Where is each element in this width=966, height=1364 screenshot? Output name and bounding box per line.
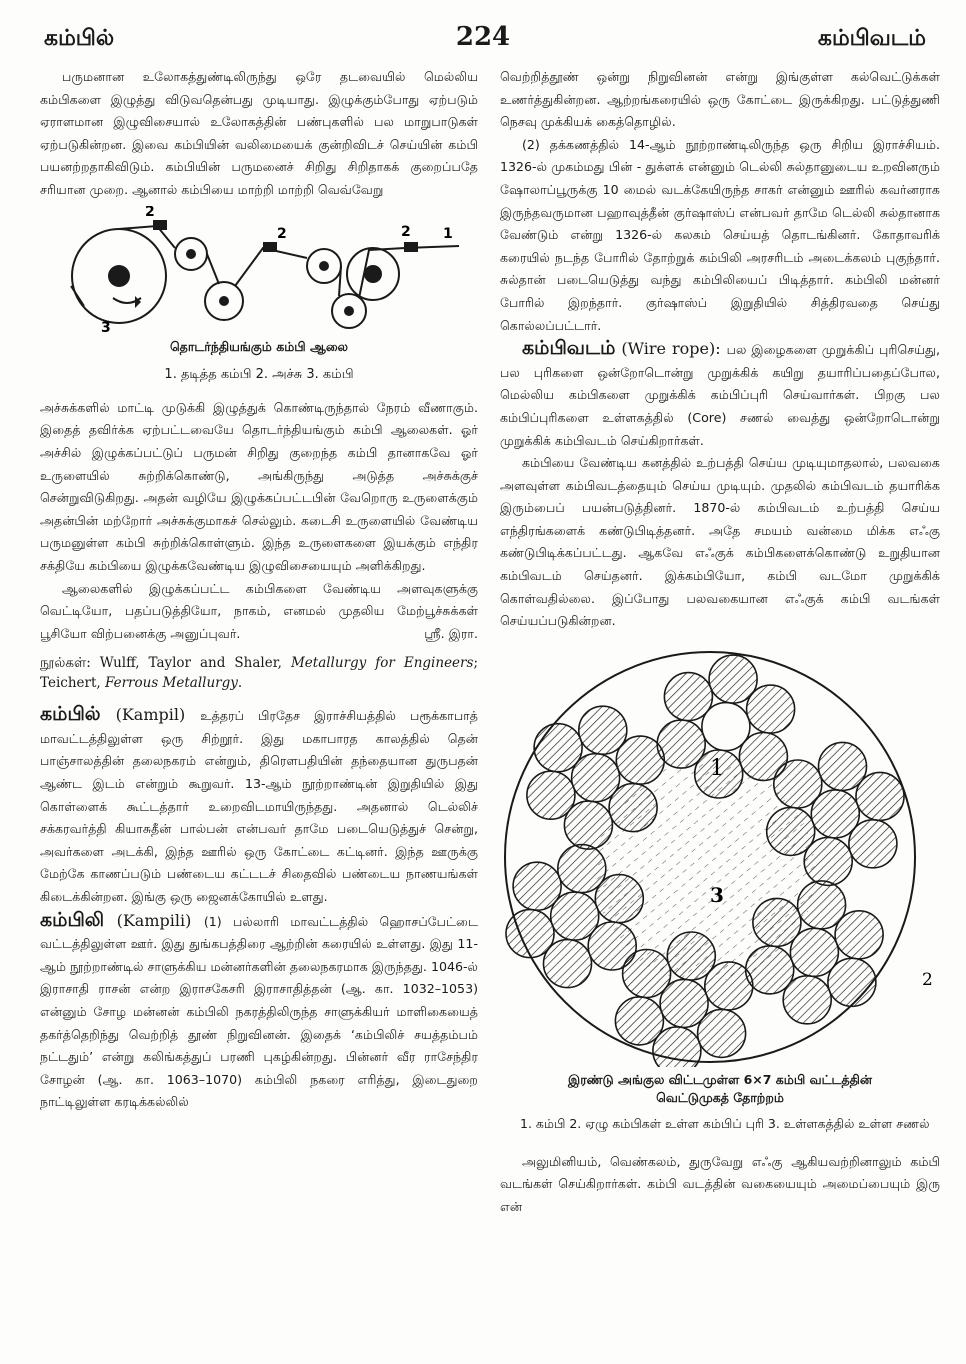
strand-wire: [534, 724, 582, 772]
entry-kampil: [40, 703, 478, 908]
figure1-title: தொடர்ந்தியங்கும் கம்பி ஆலை: [169, 338, 349, 354]
refs-authors-1: Wulff, Taylor and Shaler,: [90, 655, 291, 672]
wire-rope-figure: [500, 647, 940, 1133]
running-head-left: கம்பில்: [44, 26, 115, 51]
intro-paragraph: பருமனான உலோகத்துண்டிலிருந்து ஒரே தடவையில் மெல்லிய கம்பிகளை இழுத்து விடுவதென்பது முடியாது. இழுக்கும்போது ஏற்படும் ஏராளமான இழுவிசையால் உலோகத்தின் பண்புகளில் பல மாறுபாடுகள் ஏற்படுகின்றன. இவை கம்பியின் வலிமையைக் குன்றிவிடச் செய்யின் கம்பி பயனற்றதாகிவிடும். கம்பியின் பருமனைச் சிறிது சிறிதாகக் குறைப்பதே சரியான முறை. ஆனால் கம்பியை மாற்றி மாற்றி வெவ்வேறு: [40, 69, 478, 197]
strand-wire: [774, 760, 822, 808]
refs-authors-2: ; Teichert,: [40, 655, 478, 692]
kampili-part-2: (2) தக்கணத்தில் 14-ஆம் நூற்றாண்டிலிருந்த ஒரு சிறிய இராச்சியம். 1326-ல் முகம்மது பின் - துக்ளக் என்னும் டெல்லி சுல்தானுடைய உறவினரும் ஷோலாப்பூருக்கு 10 மைல் வடக்கேயிருந்த சாகர் என்னும் ஊரில் கவர்னராக இருந்தவருமான பஹாவுத்தீன் குர்ஷாஸ்ப் என்பவர் தாமே டெல்லி சுல்தானாக வேண்டும் என்று 1326-ல் கலகம் செய்யத் தொடங்கினர். கோதாவரிக் கரையில் நடந்த போரில் தோற்றுக் கம்பிலி அரசரிடம் அடைக்கலம் புகுந்தார். சுல்தான் படையெடுத்து வந்து கம்பிலியைப் பிடித்தார். கம்பிலி மன்னர் போரில் இறந்தார். குர்ஷாஸ்ப் இறுதியில் சித்திரவதை செய்து கொல்லப்பட்டார்.: [500, 136, 940, 333]
entry-wire-rope-body: பல இழைகளை முறுக்கிப் புரிசெய்து, பல புரிகளை ஒன்றோடொன்று முறுக்கிக் கயிறு தயாரிப்பதைப்போல, மெல்லிய கம்பிகளை முறுக்கிக் கம்பிப்புரி செய்வார்கள். பிறகு பல கம்பிப்புரிகளை உள்ளகத்தில் (Core) சணல் வைத்து ஒன்றோடொன்று முறுக்கிக் கம்பிவடம் செய்கிறார்கள்.: [500, 342, 940, 448]
strand-wire: [527, 771, 575, 819]
figure2-title: [500, 1071, 940, 1107]
entry-wire-rope: [500, 337, 940, 452]
label-die-3: 2: [401, 223, 411, 240]
refs-label: நூல்கள்:: [40, 655, 91, 672]
figure2-caption: 1. கம்பி 2. ஏழு கம்பிகள் உள்ள கம்பிப் புரி 3. உள்ளகத்தில் உள்ள சணல்: [520, 1115, 930, 1131]
refs-book-1: Metallurgy for Engineers: [290, 655, 474, 672]
entry-wire-rope-latin: (Wire rope):: [615, 339, 727, 359]
finishing-paragraph: [40, 578, 478, 646]
strand-wire: [513, 862, 561, 910]
entry-kampil-latin: (Kampil): [100, 705, 201, 725]
wire-rope-cross-section: [500, 647, 940, 1067]
label-thick-wire: 1: [443, 225, 453, 242]
entry-kampili-latin: (Kampili): [104, 910, 204, 930]
strand-wire: [767, 807, 815, 855]
strand-wire: [664, 672, 712, 720]
label-die-2: 2: [277, 225, 287, 242]
strand-wire: [616, 736, 664, 784]
strand-wire: [544, 939, 592, 987]
entry-wire-rope-headword: கம்பிவடம்: [522, 337, 616, 360]
refs-book-2: Ferrous Metallurgy: [104, 675, 238, 692]
label-wire: 1: [710, 755, 724, 781]
label-wire: 3: [101, 319, 111, 334]
die-3: [404, 242, 418, 252]
strand-wire: [835, 911, 883, 959]
strand-wire: [595, 874, 643, 922]
label-die-1: 2: [145, 205, 155, 220]
author-signature: ஸ்ரீ. இரா.: [424, 625, 478, 641]
wire-rope-paragraph-2: கம்பியை வேண்டிய கனத்தில் உற்பத்தி செய்ய முடியுமாதலால், பலவகை அளவுள்ள கம்பிவடத்தையும் செய்ய முடியும். முதலில் கம்பிவடம் தயாரிக்க இரும்பைப் பயன்படுத்தினர். 1870-ல் கம்பிவடம் உற்பத்தி செய்ய எந்திரங்களைக் கண்டுபிடித்தனர். அதே சமயம் வன்மை மிக்க எஃகு கண்டுபிடிக்கப்பட்டது. ஆகவே எஃகுக் கம்பிகளைக்கொண்டு உறுதியான கம்பிவடம் செய்தனர். இக்கம்பியோ, கம்பி வடமோ முறுக்கிக் கொள்வதில்லை. இப்போது பலவகையான எஃகுக் கம்பி வடங்கள் செய்யப்படுகின்றன.: [500, 455, 940, 629]
last-paragraph: அலுமினியம், வெண்கலம், துருவேறு எஃகு ஆகியவற்றினாலும் கம்பி வடங்கள் செய்கிறார்கள். கம்பி வடத்தின் வகையையும் அமைப்பையும் இரு என்: [500, 1153, 940, 1215]
figure2-title-line1: இரண்டு அங்குல விட்டமுள்ள 6×7 கம்பி வட்டத்தின்: [568, 1071, 872, 1087]
strand-wire: [828, 958, 876, 1006]
wire-mill-figure: [40, 206, 478, 387]
entry-kampil-headword: கம்பில்: [40, 703, 101, 726]
die-2: [263, 242, 277, 252]
mills-paragraph: அச்சுக்களில் மாட்டி முடுக்கி இழுத்துக் கொண்டிருந்தால் நேரம் வீணாகும். இதைத் தவிர்க்க ஏற்பட்டவையே தொடர்ந்தியங்கும் கம்பி ஆலைகள். ஓர் அச்சில் இழுக்கப்பட்டுப் பருமன் சிறிது குறைந்த கம்பி தானாகவே ஓர் உருளையில் சுற்றிக்கொண்டு, அங்கிருந்து அடுத்த அச்சுக்குச் சென்றுவிடுகிறது. அதன் வழியே இழுக்கப்பட்டபின் வேறொரு உருளைக்கும் அதன்பின் மற்றோர் அச்சுக்குமாகச் செல்லும். கடைசி உருளையில் வேண்டிய பருமனுள்ள கம்பி சுற்றிக்கொள்ளும். இந்த உருளைகளை இயக்கும் எந்திர சக்தியே கம்பியை இழுக்கவேண்டிய இழுவிசையையும் அளிக்கிறது.: [40, 399, 478, 573]
strand-wire: [698, 1009, 746, 1057]
running-head-right: கம்பிவடம்: [817, 26, 926, 51]
strand-wire: [588, 922, 636, 970]
strand-wire: [705, 962, 753, 1010]
label-strand: 2: [922, 969, 933, 990]
entry-kampili: [40, 909, 478, 1114]
figure2-title-line2: வெட்டுமுகத் தோற்றம்: [656, 1089, 784, 1105]
strand-wire: [615, 997, 663, 1045]
strand-wire: [819, 742, 867, 790]
page-header: [0, 22, 966, 58]
entry-kampili-body: (1) பல்லாரி மாவட்டத்தில் ஹொசப்பேட்டை வட்டத்திலுள்ள ஊர். இது துங்கபத்திரை ஆற்றின் கரையில் உள்ளது. இது 11-ஆம் நூற்றாண்டில் சாளுக்கிய மன்னர்களின் தலைநகரமாக இருந்தது. 1046-ல் இராசாதி ராசன் என்ற இராசகேசரி இராசாதித்தன் (ஆ. கா. 1032–1053) என்னும் சோழ மன்னன் கம்பிலி நகரத்திலிருந்த சாளுக்கியர் மாளிகையைத் தகர்த்தெறிந்து வெற்றித் தூண் நிறுவினன். இதைக் ‘கம்பிலிச் சயத்தம்பம் நட்டதும்’ என்று கலிங்கத்துப் பரணி புகழ்கின்றது. பின்னர் வீர ராசேந்திர சோழன் (ஆ. கா. 1063–1070) கம்பிலி நகரை எரித்து, இடைதுறை நாட்டிலுள்ள கரடிக்கல்லில்: [40, 913, 478, 1110]
wire-mill-diagram: [49, 206, 469, 334]
entry-kampil-body: உத்தரப் பிரதேச இராச்சியத்தில் பரூக்காபாத் மாவட்டத்திலுள்ள ஒரு சிற்றூர். இது மகாபாரத காலத்தில் தென் பாஞ்சாலத்தின் தலைநகரம் என்றும், திரௌபதியின் தந்தையான துருபதன் ஆண்ட இடம் என்றும் கூறுவர். 13-ஆம் நூற்றாண்டின் இறுதியில் இது கொள்ளைக் கூட்டத்தார் உறைவிடமாயிருந்தது. அதனால் டெல்லிச் சக்கரவர்த்தி கியாசுதீன் பால்பன் என்பவர் தாமே படையெடுத்துச் சென்று, அவர்களை அடக்கி, இந்த ஊரில் ஒரு கோட்டை கட்டினர். இந்த ஊருக்கு மேற்கே காணப்படும் பண்டைய கட்டடச் சிதைவில் பண்டைய நாணயங்கள் கிடைக்கின்றன. இங்கு ஒரு ஜைனக்கோயில் உளது.: [40, 708, 478, 905]
strand-wire: [747, 685, 795, 733]
page-number: 224: [455, 22, 511, 52]
figure1-caption: 1. தடித்த கம்பி 2. அச்சு 3. கம்பி: [164, 367, 354, 383]
refs-end: .: [237, 675, 243, 692]
label-core: 3: [710, 882, 724, 907]
die-1: [153, 220, 167, 230]
right-column: [500, 66, 940, 1219]
finishing-text: ஆலைகளில் இழுக்கப்பட்ட கம்பிகளை வேண்டிய அளவுகளுக்கு வெட்டியோ, பதப்படுத்தியோ, நாகம், எனமல் முதலிய மேற்பூச்சுக்கள் பூசியோ விற்பனைக்கு அனுப்புவர்.: [40, 580, 478, 641]
left-column: [40, 66, 478, 1114]
strand-wire: [849, 820, 897, 868]
strand-wire: [753, 898, 801, 946]
references: [40, 653, 478, 693]
strand-wire: [609, 783, 657, 831]
kampili-continuation: வெற்றித்தூண் ஒன்று நிறுவினன் என்று இங்குள்ள கல்வெட்டுக்கள் உணர்த்துகின்றன. ஆற்றங்கரையில் ஒரு கோட்டை இருக்கிறது. பட்டுத்துணி நெசவு முக்கியக் கைத்தொழில்.: [500, 69, 940, 130]
entry-kampili-headword: கம்பிலி: [40, 908, 105, 931]
